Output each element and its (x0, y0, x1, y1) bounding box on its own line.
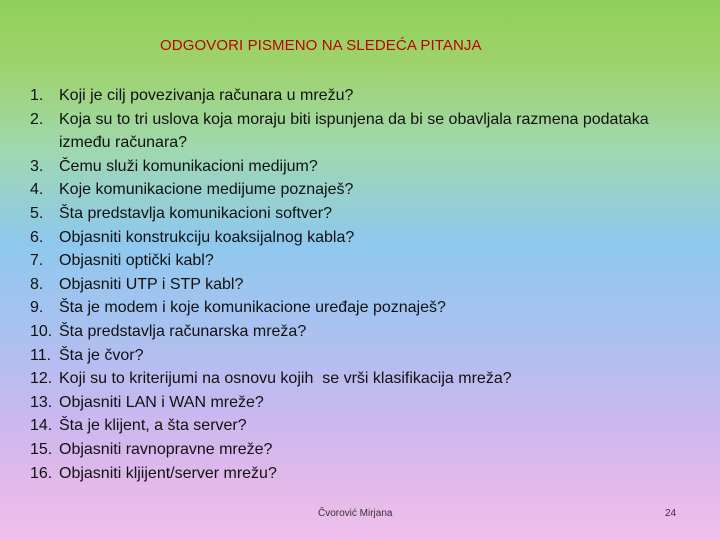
question-item (30, 108, 710, 155)
question-item (30, 84, 710, 108)
question-text: Objasniti UTP i STP kabl? (59, 275, 244, 293)
question-number: 4. (30, 181, 44, 199)
question-text: Objasniti ravnopravne mreže? (59, 440, 273, 458)
question-number: 14. (30, 417, 53, 435)
question-text: Šta predstavlja računarska mreža? (59, 322, 307, 340)
question-number: 6. (30, 228, 44, 246)
question-number: 1. (30, 87, 44, 104)
question-text: Šta je čvor? (59, 346, 144, 364)
question-text: Objasniti optički kabl? (59, 252, 214, 270)
question-item (30, 438, 710, 462)
page-number: 24 (665, 508, 677, 519)
slide-title: ODGOVORI PISMENO NA SLEDEĆA PITANJA (160, 37, 482, 54)
question-text: Koji je cilj povezivanja računara u mrežu? (59, 87, 354, 104)
question-text: Koje komunikacione medijume poznaješ? (59, 181, 354, 199)
question-text: Šta je klijent, a šta server? (59, 417, 247, 435)
question-text: Objasniti LAN i WAN mreže? (59, 393, 264, 411)
question-item (30, 344, 710, 368)
question-text: Šta predstavlja komunikacioni softver? (59, 204, 333, 222)
question-item (30, 414, 710, 438)
question-list (30, 84, 710, 485)
question-number: 2. (30, 110, 44, 128)
question-number: 9. (30, 299, 44, 317)
question-item (30, 296, 710, 320)
question-text: Koja su to tri uslova koja moraju biti ispunjena da bi se obavljala razmena podataka između računara? (59, 110, 649, 152)
question-number: 10. (30, 322, 53, 340)
question-number: 7. (30, 252, 44, 270)
question-number: 11. (30, 346, 52, 364)
question-item (30, 202, 710, 226)
question-text: Objasniti konstrukciju koaksijalnog kabla? (59, 228, 355, 246)
question-text: Šta je modem i koje komunikacione uređaje poznaješ? (59, 299, 446, 317)
question-number: 12. (30, 370, 53, 388)
question-item (30, 462, 710, 486)
question-item (30, 178, 710, 202)
question-item (30, 226, 710, 250)
question-text: Koji su to kriterijumi na osnovu kojih se vrši klasifikacija mreža? (59, 370, 512, 388)
question-text: Čemu služi komunikacioni medijum? (59, 157, 318, 175)
question-text: Objasniti kljijent/server mrežu? (59, 464, 277, 482)
question-number: 3. (30, 157, 44, 175)
question-number: 15. (30, 440, 53, 458)
question-item (30, 391, 710, 415)
question-number: 8. (30, 275, 44, 293)
question-item (30, 155, 710, 179)
question-item (30, 320, 710, 344)
question-number: 13. (30, 393, 53, 411)
question-number: 16. (30, 464, 53, 482)
footer-author: Čvorović Mirjana (318, 508, 393, 519)
question-number: 5. (30, 204, 44, 222)
question-item (30, 249, 710, 273)
question-item (30, 367, 710, 391)
question-item (30, 273, 710, 297)
